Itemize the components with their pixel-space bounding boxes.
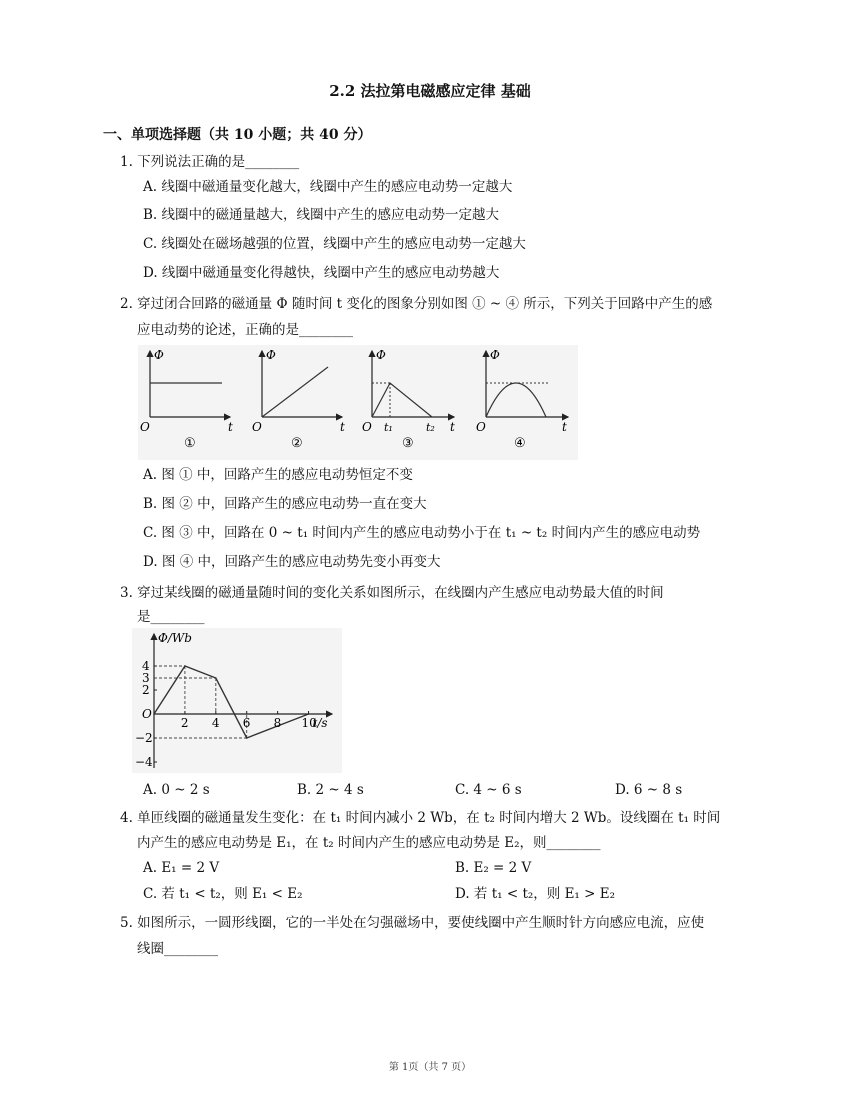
q4-option-c[interactable]: C. 若 t₁ < t₂，则 E₁ < E₂ (143, 886, 303, 902)
q3-y-tick-label: 3 (142, 671, 150, 685)
q2-g1-phi-label: Φ (154, 348, 164, 362)
q4-stem-line1: 4. 单匝线圈的磁通量发生变化：在 t₁ 时间内减小 2 Wb，在 t₂ 时间内增大 2 Wb。设线圈在 t₁ 时间 (120, 810, 721, 826)
q2-g4-number: ④ (514, 436, 526, 451)
q1-option-d[interactable]: D. 线圈中磁通量变化得越快，线圈中产生的感应电动势越大 (143, 265, 500, 281)
page-title: 2.2 法拉第电磁感应定律 基础 (329, 82, 531, 100)
q5-stem-line2: 线圈________ (137, 941, 218, 957)
q2-g1-t-label: t (228, 420, 233, 434)
q2-g3-t1: t₁ (384, 421, 393, 434)
q2-figure (138, 345, 578, 460)
q3-y-tick-label: 4 (142, 659, 150, 673)
q3-x-tick-label: 8 (273, 716, 282, 730)
q3-data-point (153, 713, 155, 715)
q3-x-tick-label: 2 (180, 716, 189, 730)
q2-g2-t-label: t (340, 420, 345, 434)
q2-option-c[interactable]: C. 图 ③ 中，回路在 0 ~ t₁ 时间内产生的感应电动势小于在 t₁ ~ t₂ 时间内产生的感应电动势 (143, 525, 701, 541)
q4-option-b[interactable]: B. E₂ = 2 V (455, 860, 532, 876)
q2-g4-origin: O (476, 420, 486, 434)
q1-option-a[interactable]: A. 线圈中磁通量变化越大，线圈中产生的感应电动势一定越大 (143, 179, 513, 195)
q2-g2-origin: O (252, 420, 262, 434)
q3-option-d[interactable]: D. 6 ~ 8 s (615, 782, 683, 798)
q3-data-point (184, 665, 186, 667)
q2-option-a[interactable]: A. 图 ① 中，回路产生的感应电动势恒定不变 (143, 467, 413, 483)
q1-stem: 1. 下列说法正确的是________ (120, 154, 300, 170)
q4-option-d[interactable]: D. 若 t₁ < t₂，则 E₁ > E₂ (455, 886, 616, 902)
q3-x-tick-label: 10 (301, 716, 317, 730)
q2-option-d[interactable]: D. 图 ④ 中，回路产生的感应电动势先变小再变大 (143, 554, 441, 570)
q1-option-b[interactable]: B. 线圈中的磁通量越大，线圈中产生的感应电动势一定越大 (143, 207, 500, 223)
q3-x-tick-label: 4 (211, 716, 220, 730)
q3-stem-line1: 3. 穿过某线圈的磁通量随时间的变化关系如图所示，在线圈内产生感应电动势最大值的时间 (120, 585, 664, 601)
q3-option-c[interactable]: C. 4 ~ 6 s (455, 782, 522, 798)
q3-y-tick-label: −2 (135, 731, 153, 745)
q3-origin: O (142, 707, 152, 721)
q2-g3-origin: O (362, 420, 372, 434)
q2-g3-number: ③ (402, 436, 414, 451)
q2-stem-line1: 2. 穿过闭合回路的磁通量 Φ 随时间 t 变化的图象分别如图 ① ~ ④ 所示，下列关于回路中产生的感 (120, 296, 713, 312)
q5-stem-line1: 5. 如图所示，一圆形线圈，它的一半处在匀强磁场中，要使线圈中产生顺时针方向感应电流，应使 (120, 915, 705, 931)
q3-option-a[interactable]: A. 0 ~ 2 s (143, 782, 210, 798)
q2-g1-origin: O (140, 420, 150, 434)
q3-y-label: Φ/Wb (158, 631, 192, 645)
q2-g3-t2: t₂ (426, 421, 435, 434)
q2-g4-phi-label: Φ (490, 348, 500, 362)
q3-y-tick-label: 2 (142, 683, 150, 697)
q3-data-point (215, 677, 217, 679)
q4-option-a[interactable]: A. E₁ = 2 V (143, 860, 220, 876)
q3-data-point (246, 737, 248, 739)
q2-g2-phi-label: Φ (266, 348, 276, 362)
q3-x-label: t/s (312, 716, 328, 730)
q3-stem-line2: 是________ (137, 609, 205, 625)
q3-y-tick-label: −4 (135, 755, 153, 769)
section-heading: 一、单项选择题（共 10 小题；共 40 分） (103, 127, 372, 143)
q1-option-c[interactable]: C. 线圈处在磁场越强的位置，线圈中产生的感应电动势一定越大 (143, 236, 526, 252)
q2-g3-t-label: t (450, 420, 455, 434)
q3-x-tick-label: 6 (242, 716, 251, 730)
q2-g2-number: ② (291, 436, 303, 451)
q2-g1-number: ① (184, 436, 196, 451)
q4-stem-line2: 内产生的感应电动势是 E₁，在 t₂ 时间内产生的感应电动势是 E₂，则________ (137, 835, 601, 851)
q2-stem-line2: 应电动势的论述，正确的是________ (137, 322, 353, 338)
page-footer: 第 1页（共 7 页） (388, 1062, 472, 1073)
q2-g4-t-label: t (562, 420, 567, 434)
q3-option-b[interactable]: B. 2 ~ 4 s (297, 782, 364, 798)
q2-g3-phi-label: Φ (376, 348, 386, 362)
q3-chart (132, 628, 342, 773)
q2-option-b[interactable]: B. 图 ② 中，回路产生的感应电动势一直在变大 (143, 496, 427, 512)
